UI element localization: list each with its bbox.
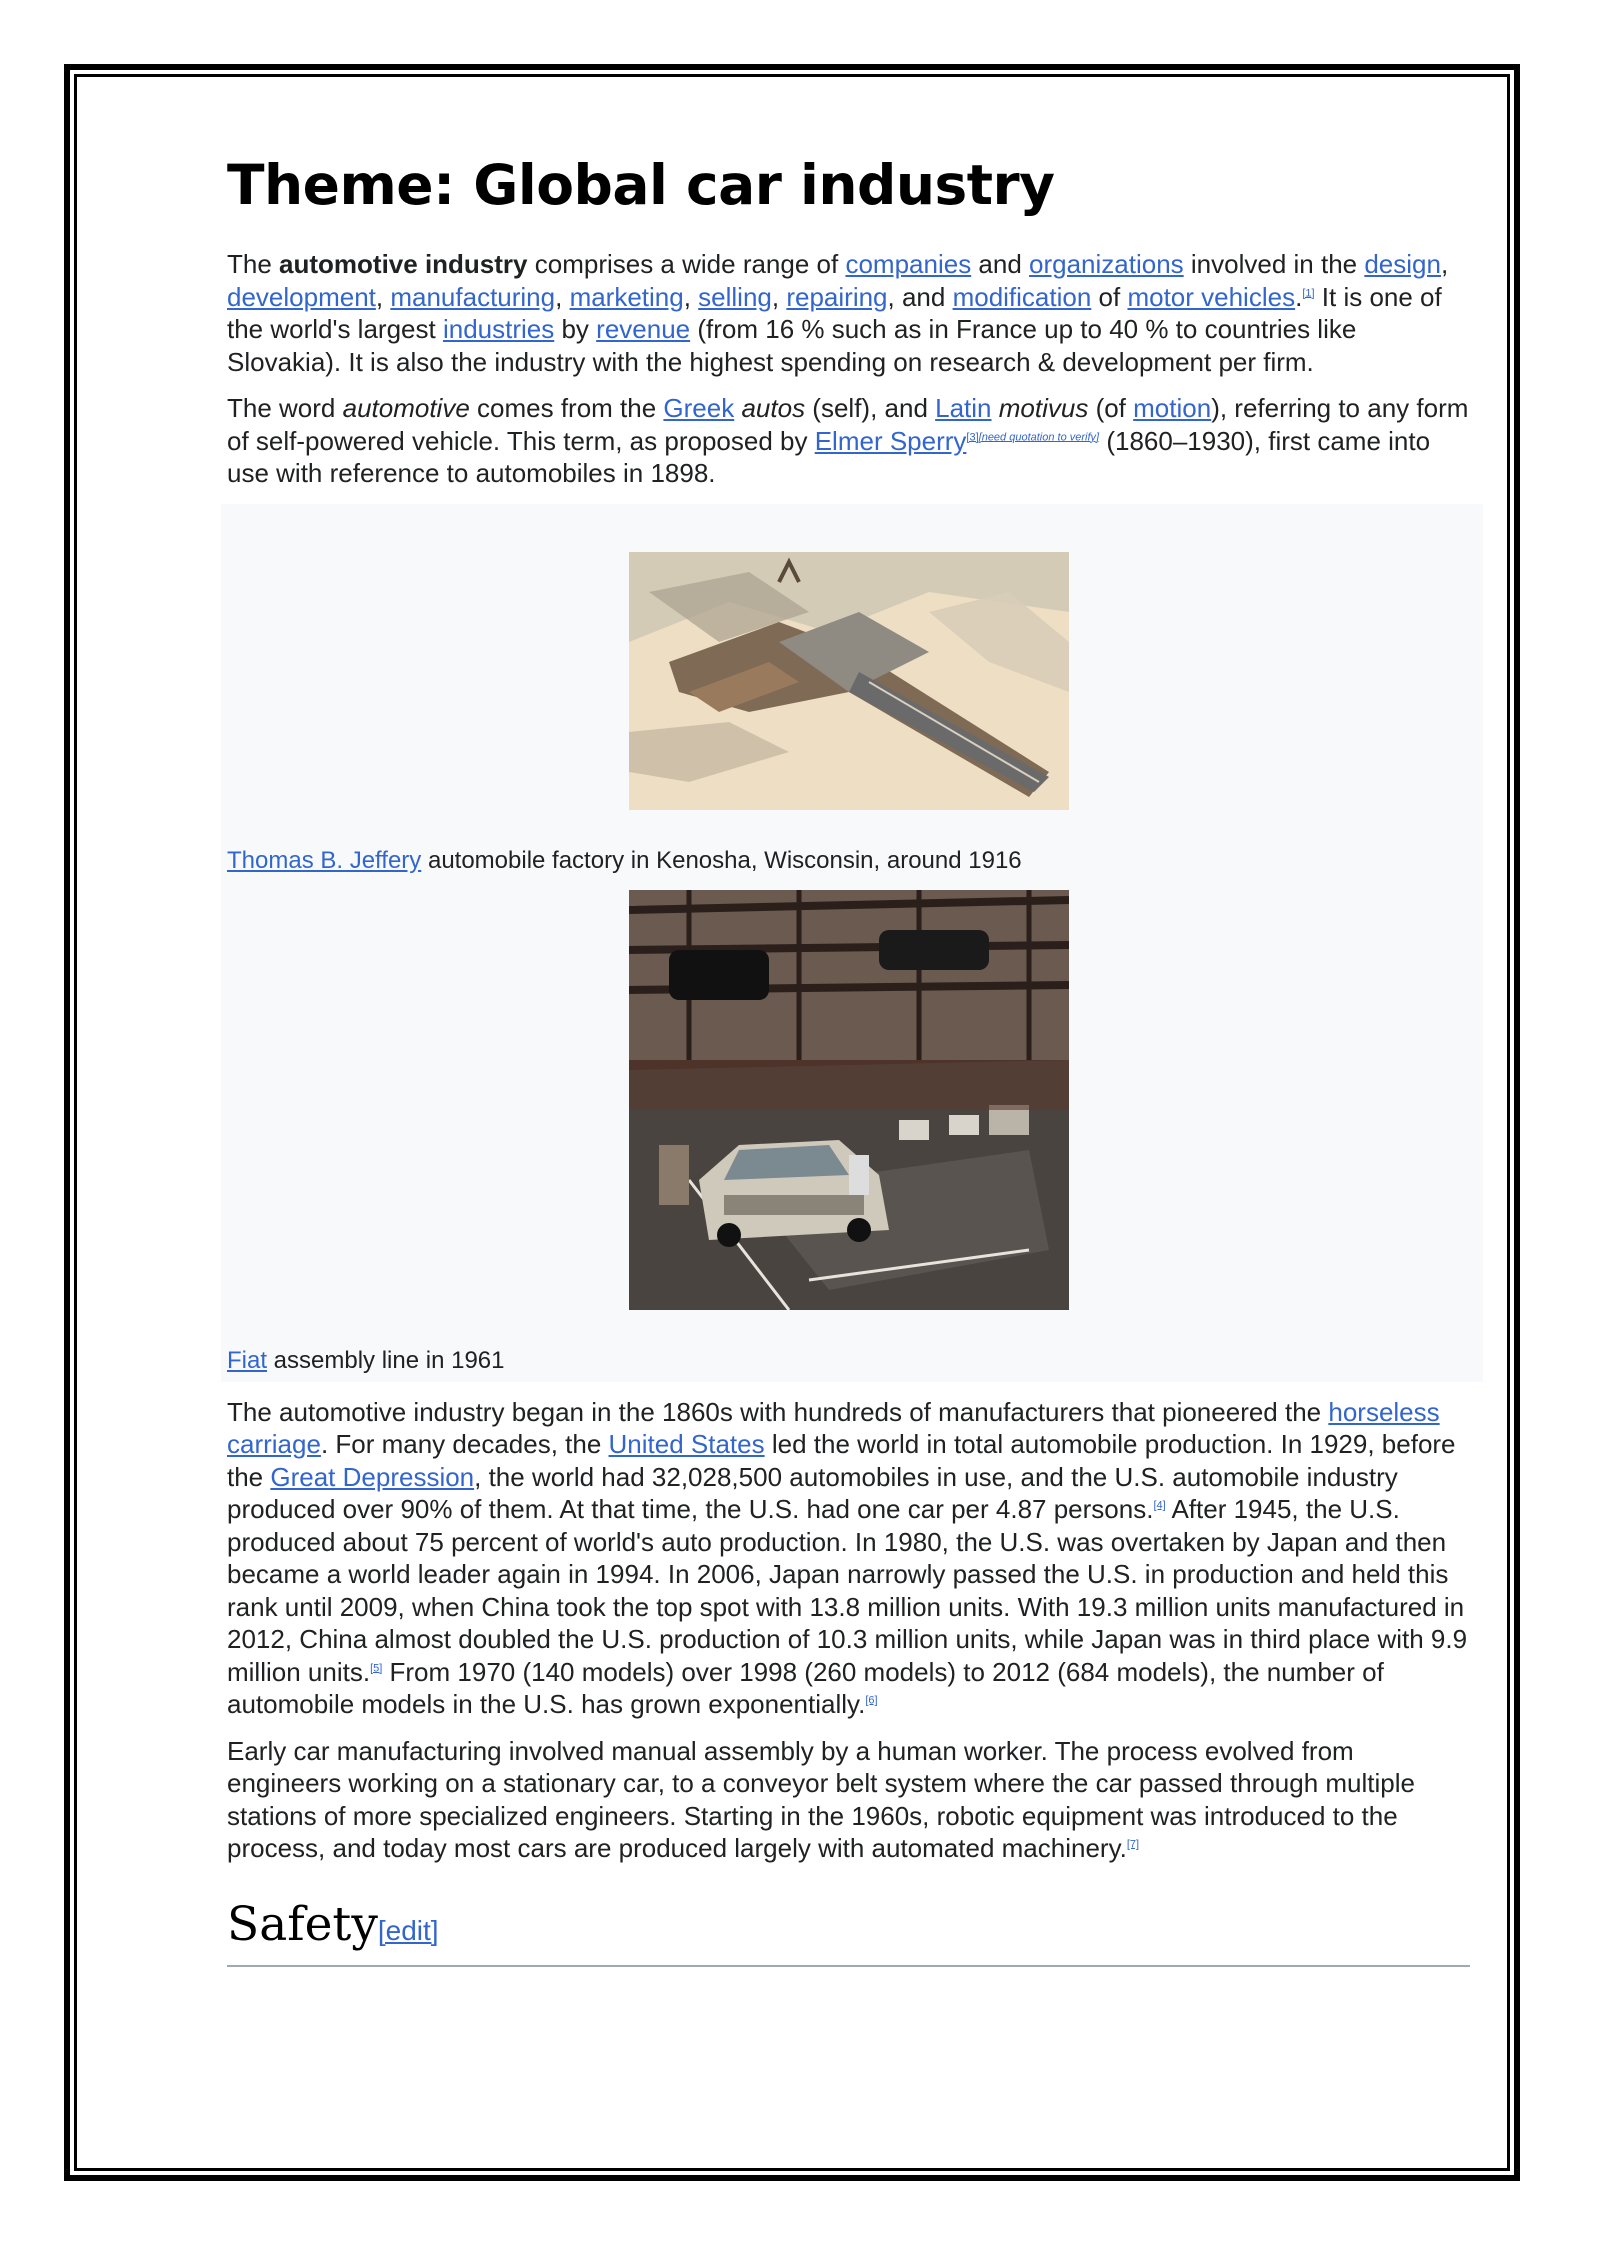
text: The word (227, 393, 343, 423)
text: The automotive industry began in the 1860s with hundreds of manufacturers that pioneered the (227, 1396, 1329, 1427)
text: . For many decades, the (320, 1429, 609, 1459)
link-great-depression[interactable]: Great Depression (270, 1461, 475, 1492)
link-horseless-carriage[interactable]: horseless carriage (227, 1396, 1440, 1459)
assembly-line-image (629, 890, 1069, 1310)
link-manufacturing[interactable]: manufacturing (390, 281, 556, 312)
text: comes from the (469, 393, 664, 423)
text: (from 16 % such as in France up to 40 % to countries like Slovakia). It is also the industry with the highest spending on research & development per firm. (227, 314, 1357, 377)
edit-link[interactable]: [edit] (377, 1914, 439, 1946)
link-marketing[interactable]: marketing (569, 281, 684, 312)
assembly-line-photo (629, 890, 1069, 1310)
text: The (227, 249, 280, 279)
text: , (375, 281, 391, 312)
text: comprises a wide range of (527, 249, 846, 279)
figure-gallery (221, 504, 1483, 1382)
reference-1[interactable]: [1] (1302, 286, 1315, 299)
link-design[interactable]: design (1364, 249, 1441, 279)
text: , (683, 281, 699, 312)
text: Early car manufacturing involved manual assembly by a human worker. The process evolved from engineers working on a stationary car, to a conveyor belt system where the car passed through multiple stations of more specialized engineers. Starting in the 1960s, robotic equipment was introduced to the process, and today most cars are produced largely with automated machinery. (227, 1735, 1415, 1863)
manufacturing-paragraph (227, 1735, 1470, 1865)
text: (of (1088, 393, 1134, 423)
factory-image (629, 552, 1069, 810)
text: involved in the (1183, 249, 1365, 279)
link-greek[interactable]: Greek (663, 393, 735, 423)
text: , the world had 32,028,500 automobiles in use, and the U.S. automobile industry produced over 90% of them. At that time, the U.S. had one car per 4.87 persons. (227, 1461, 1398, 1524)
link-elmer-sperry[interactable]: Elmer Sperry (814, 425, 967, 456)
text: (1860–1930), first came into use with reference to automobiles in 1898. (227, 425, 1431, 488)
factory-illustration (629, 552, 1069, 810)
reference-6[interactable]: [6] (865, 1694, 878, 1707)
italic-term: motivus (998, 393, 1089, 423)
link-industries[interactable]: industries (442, 314, 555, 344)
link-revenue[interactable]: revenue (596, 314, 691, 344)
caption-text: automobile factory in Kenosha, Wisconsin, around 1916 (421, 846, 1022, 874)
text: , (771, 281, 787, 312)
text: and (971, 249, 1030, 279)
text: It is one of the world's largest (227, 281, 1442, 344)
reference-3[interactable]: [3] (966, 430, 979, 443)
text: of (1091, 281, 1128, 312)
intro-paragraph (227, 248, 1470, 378)
reference-5[interactable]: [5] (370, 1661, 383, 1674)
text: After 1945, the U.S. produced about 75 percent of world's auto production. In 1980, the U.S. was overtaken by Japan and then became a world leader again in 1994. In 2006, Japan narrowly passed the U.S. in production and held this rank until 2009, when China took the top spot with 13.8 million units. With 19.3 million units manufactured in 2012, China almost doubled the U.S. production of 10.3 million units, while Japan was in third place with 9.9 million units. (227, 1494, 1468, 1687)
text (992, 393, 999, 423)
link-fiat[interactable]: Fiat (227, 1346, 268, 1374)
text: , (555, 281, 570, 312)
section-heading-safety (227, 1895, 1470, 1967)
link-motor-vehicles[interactable]: motor vehicles (1127, 281, 1296, 312)
link-latin[interactable]: Latin (935, 393, 992, 423)
reference-7[interactable]: [7] (1126, 1838, 1140, 1851)
bold-term: automotive industry (279, 249, 528, 279)
figure-caption-1 (227, 846, 1483, 876)
section-title: Safety (227, 1896, 378, 1952)
text: by (554, 314, 597, 344)
need-quotation-link[interactable]: [need quotation to verify] (978, 430, 1100, 443)
link-development[interactable]: development (227, 281, 376, 312)
link-modification[interactable]: modification (952, 281, 1092, 312)
link-organizations[interactable]: organizations (1029, 249, 1184, 279)
link-motion[interactable]: motion (1133, 393, 1212, 423)
italic-term: automotive (342, 393, 470, 423)
figure-caption-2 (227, 1346, 1483, 1376)
text: led the world in total automobile production. In 1929, before the (227, 1429, 1456, 1492)
page-title: Theme: Global car industry (227, 153, 1055, 217)
text: (self), and (805, 393, 936, 423)
link-selling[interactable]: selling (698, 281, 772, 312)
italic-term: autos (741, 393, 806, 423)
link-thomas-b-jeffery[interactable]: Thomas B. Jeffery (227, 846, 422, 874)
article-content (227, 150, 1470, 1967)
text: . (1295, 281, 1303, 312)
etymology-paragraph (227, 392, 1470, 490)
caption-text: assembly line in 1961 (267, 1346, 505, 1374)
link-companies[interactable]: companies (845, 249, 972, 279)
history-paragraph (227, 1396, 1470, 1721)
link-united-states[interactable]: United States (608, 1429, 765, 1459)
text: , (1440, 249, 1449, 279)
link-repairing[interactable]: repairing (786, 281, 888, 312)
reference-4[interactable]: [4] (1153, 1499, 1166, 1512)
text: From 1970 (140 models) over 1998 (260 models) to 2012 (684 models), the number of automobile models in the U.S. has grown exponentially. (227, 1656, 1384, 1719)
text: ), referring to any form of self-powered vehicle. This term, as proposed by (227, 393, 1469, 456)
text: , and (887, 281, 953, 312)
